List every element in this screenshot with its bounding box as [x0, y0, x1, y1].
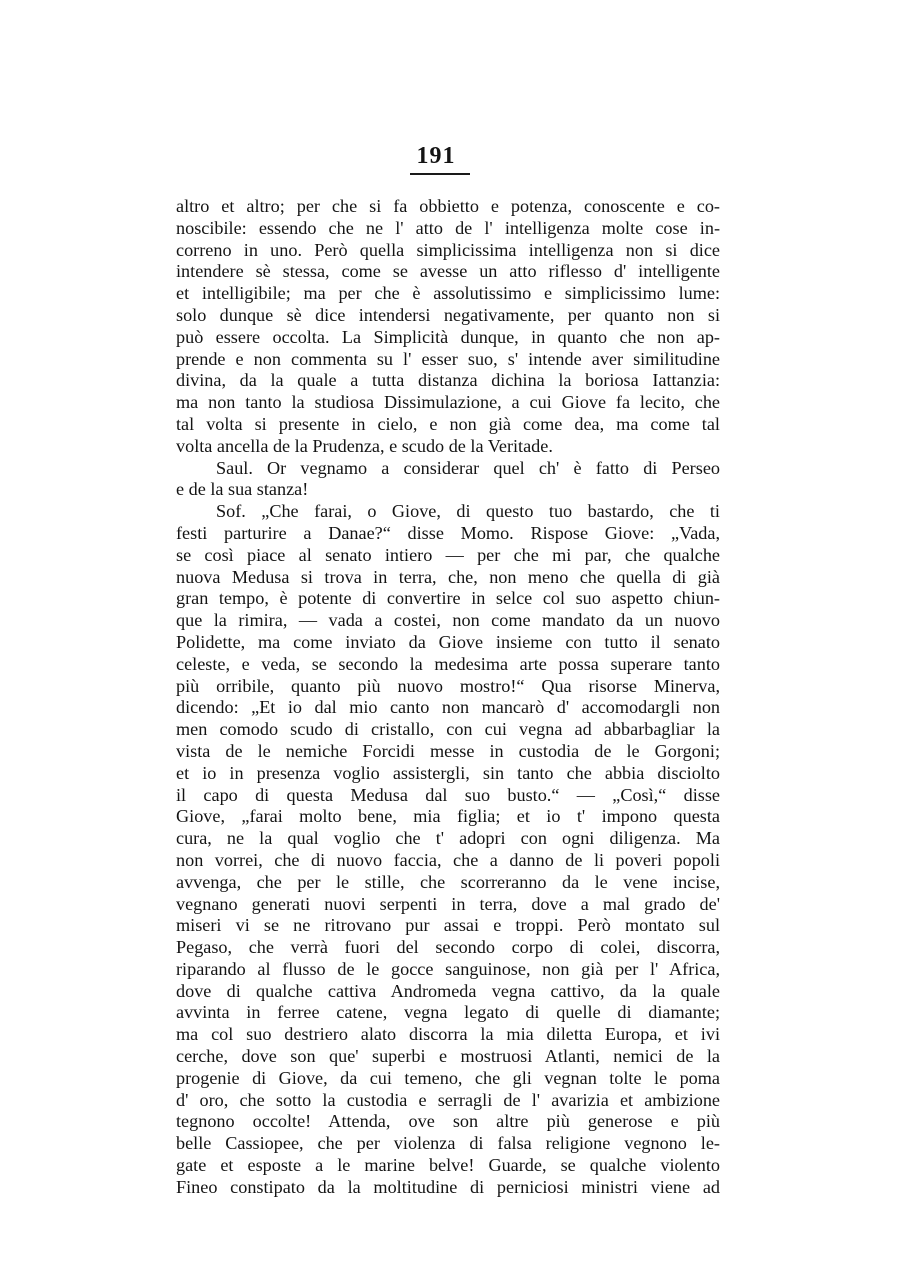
text-line: Fineo constipato da la moltitudine di perniciosi ministri viene ad	[176, 1176, 720, 1197]
text-line: correno in uno. Però quella simplicissima intelligenza non si dice	[176, 239, 720, 260]
text-line: riparando al flusso de le gocce sanguinose, non già per l' Africa,	[176, 958, 720, 979]
text-line: volta ancella de la Prudenza, e scudo de la Veritade.	[176, 435, 553, 456]
text-line: men comodo scudo di cristallo, con cui vegna ad abbarbagliar la	[176, 719, 720, 740]
text-line: Polidette, ma come inviato da Giove insieme con tutto il senato	[176, 631, 720, 652]
text-line: festi parturire a Danae?“ disse Momo. Rispose Giove: „Vada,	[176, 522, 720, 543]
text-line: tegnono occolte! Attenda, ove son altre più generose e più	[176, 1111, 720, 1132]
text-line: ma non tanto la studiosa Dissimulazione, a cui Giove fa lecito, che	[176, 392, 720, 413]
text-line: nuova Medusa si trova in terra, che, non meno che quella di già	[176, 566, 720, 587]
text-line: progenie di Giove, da cui temeno, che gli vegnan tolte le poma	[176, 1067, 720, 1088]
text-line: d' oro, che sotto la custodia e serragli de l' avarizia et ambizione	[176, 1089, 720, 1110]
text-line: belle Cassiopee, che per violenza di falsa religione vegnono le-	[176, 1133, 720, 1154]
text-line: Giove, „farai molto bene, mia figlia; et io t' impono questa	[176, 806, 720, 827]
text-line: avvinta in ferree catene, vegna legato di quelle di diamante;	[176, 1002, 720, 1023]
text-line: altro et altro; per che si fa obbietto e potenza, conoscente e co-	[176, 196, 720, 216]
text-line: noscibile: essendo che ne l' atto de l' intelligenza molte cose in-	[176, 217, 720, 238]
text-line: avvenga, che per le stille, che scorreranno da le vene incise,	[176, 871, 720, 892]
page-number: 191	[416, 143, 456, 169]
text-line: vista de le nemiche Forcidi messe in custodia de le Gorgoni;	[176, 740, 720, 761]
body-text	[176, 196, 720, 1199]
text-line: solo dunque sè dice intendersi negativamente, per quanto non si	[176, 304, 720, 325]
text-line: prende e non commenta su l' esser suo, s' intende aver similitudine	[176, 348, 720, 369]
text-line: più orribile, quanto più nuovo mostro!“ Qua risorse Minerva,	[176, 675, 720, 696]
text-line: e de la sua stanza!	[176, 479, 309, 500]
text-line: ma col suo destriero alato discorra la mia diletta Europa, et ivi	[176, 1024, 720, 1045]
text-line: tal volta si presente in cielo, e non già come dea, ma come tal	[176, 413, 720, 434]
text-line: divina, da la quale a tutta distanza dichina la boriosa Iattanzia:	[176, 370, 720, 391]
text-line: celeste, e veda, se secondo la medesima arte possa superare tanto	[176, 653, 720, 674]
text-line: se così piace al senato intiero — per che mi par, che qualche	[176, 544, 720, 565]
text-line: miseri vi se ne ritrovano pur assai e troppi. Però montato sul	[176, 915, 720, 936]
text-line: dove di qualche cattiva Andromeda vegna cattivo, da la quale	[176, 980, 720, 1001]
text-line: il capo di questa Medusa dal suo busto.“ — „Così,“ disse	[176, 784, 720, 805]
header-rule	[410, 173, 470, 175]
text-line: gate et esposte a le marine belve! Guarde, se qualche violento	[176, 1155, 720, 1176]
text-line: dicendo: „Et io dal mio canto non mancarò d' accomodargli non	[176, 697, 720, 718]
text-line: non vorrei, che di nuovo faccia, che a danno de li poveri popoli	[176, 849, 720, 870]
text-line: intendere sè stessa, come se avesse un atto riflesso d' intelligente	[176, 261, 720, 282]
text-line: et intelligibile; ma per che è assolutissimo e simplicissimo lume:	[176, 283, 720, 304]
text-line: Saul. Or vegnamo a considerar quel ch' è fatto di Perseo	[216, 457, 720, 478]
text-line: vegnano generati nuovi serpenti in terra, dove a mal grado de'	[176, 893, 720, 914]
text-line: que la rimira, — vada a costei, non come mandato da un nuovo	[176, 610, 720, 631]
text-line: può essere occolta. La Simplicità dunque, in quanto che non ap-	[176, 326, 720, 347]
text-line: et io in presenza voglio assistergli, sin tanto che abbia disciolto	[176, 762, 720, 783]
text-line: Sof. „Che farai, o Giove, di questo tuo bastardo, che ti	[216, 501, 720, 522]
text-line: Pegaso, che verrà fuori del secondo corpo di colei, discorra,	[176, 937, 720, 958]
text-line: cerche, dove son que' superbi e mostruosi Atlanti, nemici de la	[176, 1046, 720, 1067]
text-line: cura, ne la qual voglio che t' adopri con ogni diligenza. Ma	[176, 828, 720, 849]
text-line: gran tempo, è potente di convertire in selce col suo aspetto chiun-	[176, 588, 720, 609]
